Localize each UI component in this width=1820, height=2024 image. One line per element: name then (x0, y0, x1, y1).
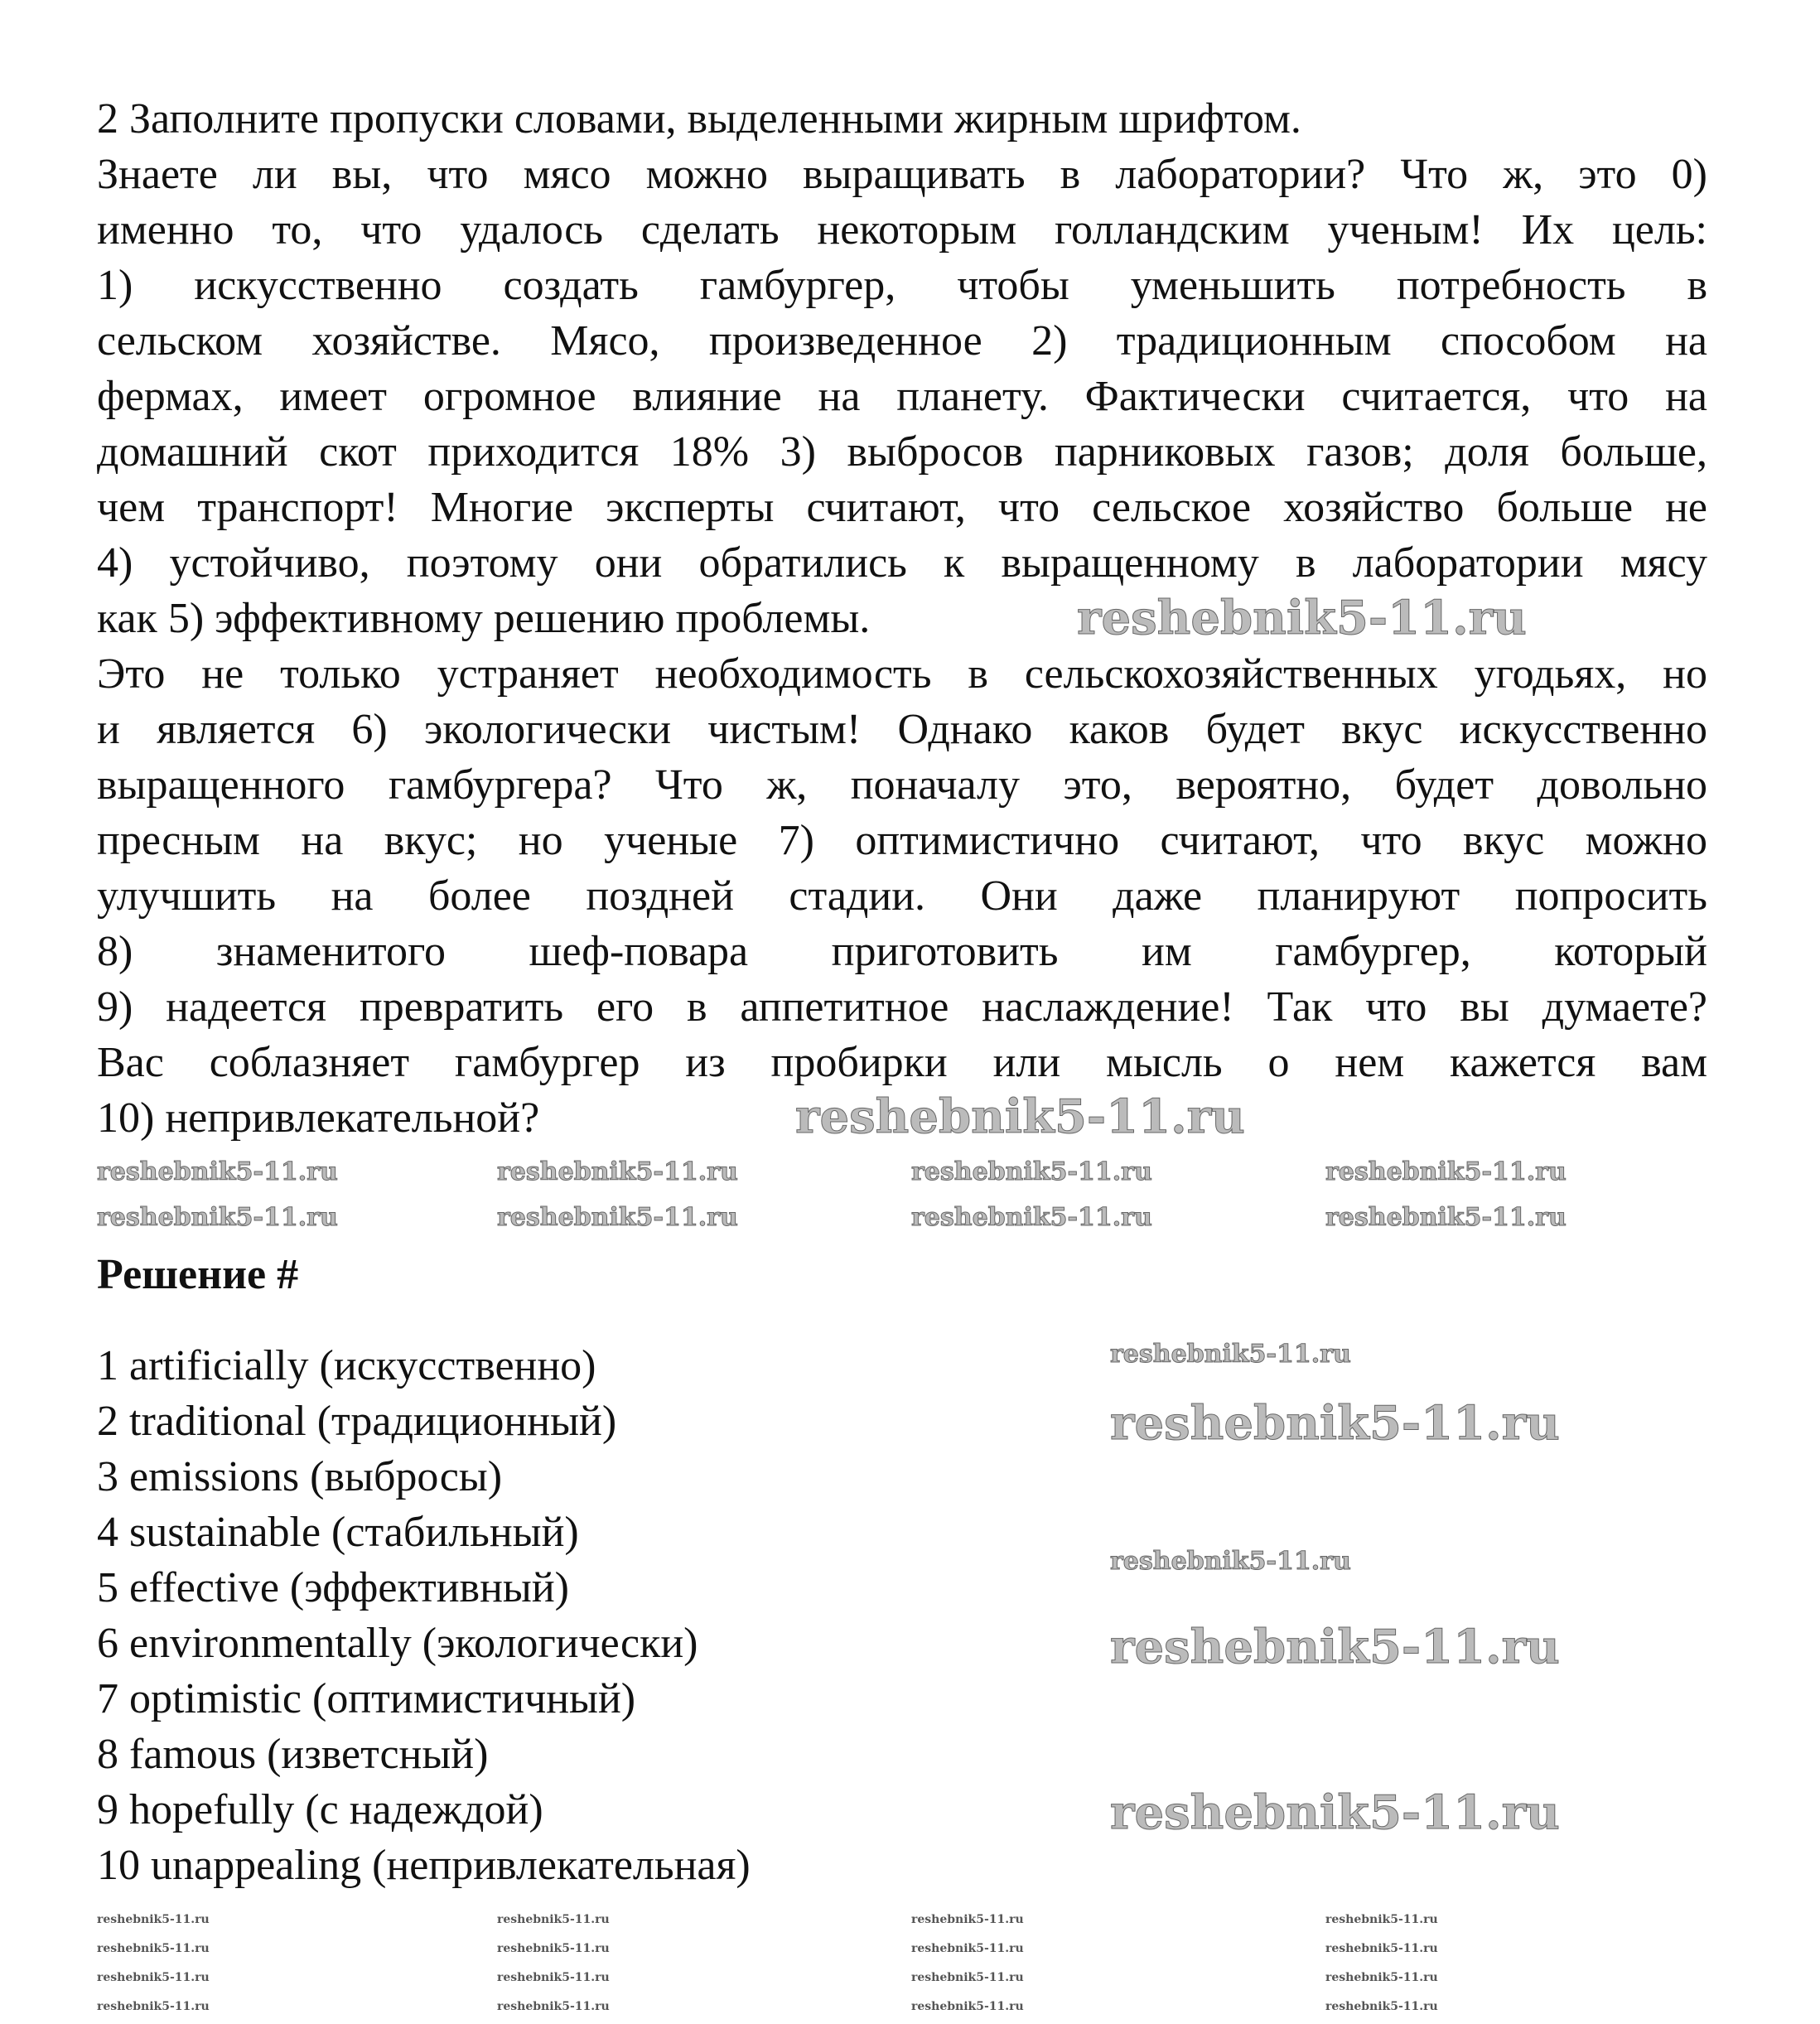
text-line: домашний скот приходится 18% 3) выбросов парниковых газов; доля больше, (97, 428, 1707, 476)
watermark: reshebnik5-11.ru (1325, 1157, 1567, 1186)
text-line: выращенного гамбургера? Что ж, поначалу это, вероятно, будет довольно (97, 761, 1707, 809)
answer-item: 5 effective (эффективный) (97, 1564, 569, 1611)
answer-item: 10 unappealing (непривлекательная) (97, 1842, 751, 1889)
answer-item: 3 emissions (выбросы) (97, 1453, 503, 1500)
watermark: reshebnik5-11.ru (97, 1203, 338, 1232)
watermark: reshebnik5-11.ru (911, 2000, 1024, 2013)
solution-heading: Решение # (97, 1251, 299, 1298)
watermark: reshebnik5-11.ru (1110, 1547, 1351, 1576)
watermark: reshebnik5-11.ru (97, 1157, 338, 1186)
watermark: reshebnik5-11.ru (911, 1913, 1024, 1926)
text-line: фермах, имеет огромное влияние на планету. Фактически считается, что на (97, 373, 1707, 420)
watermark: reshebnik5-11.ru (1077, 591, 1527, 645)
text-line: 4) устойчиво, поэтому они обратились к выращенному в лаборатории мясу (97, 539, 1707, 587)
text-line: чем транспорт! Многие эксперты считают, что сельское хозяйство больше не (97, 484, 1707, 531)
watermark: reshebnik5-11.ru (497, 1942, 610, 1955)
watermark: reshebnik5-11.ru (1325, 1942, 1438, 1955)
watermark: reshebnik5-11.ru (1325, 1913, 1438, 1926)
watermark: reshebnik5-11.ru (97, 1971, 210, 1984)
watermark: reshebnik5-11.ru (795, 1089, 1245, 1144)
text-line: Вас соблазняет гамбургер из пробирки или мысль о нем кажется вам (97, 1039, 1707, 1086)
text-line: Это не только устраняет необходимость в сельскохозяйственных угодьях, но (97, 650, 1707, 698)
watermark: reshebnik5-11.ru (497, 1203, 738, 1232)
watermark: reshebnik5-11.ru (1110, 1340, 1351, 1369)
watermark: reshebnik5-11.ru (1325, 1971, 1438, 1984)
watermark: reshebnik5-11.ru (1110, 1396, 1560, 1451)
answer-item: 7 optimistic (оптимистичный) (97, 1675, 636, 1722)
text-line: именно то, что удалось сделать некоторым голландским ученым! Их цель: (97, 206, 1707, 254)
text-line: и является 6) экологически чистым! Однако каков будет вкус искусственно (97, 706, 1707, 753)
watermark: reshebnik5-11.ru (911, 1157, 1152, 1186)
text-line: 1) искусственно создать гамбургер, чтобы уменьшить потребность в (97, 262, 1707, 309)
text-line: 8) знаменитого шеф-повара приготовить им гамбургер, который (97, 928, 1707, 975)
watermark: reshebnik5-11.ru (1110, 1785, 1560, 1840)
watermark: reshebnik5-11.ru (497, 1157, 738, 1186)
answer-item: 8 famous (изветсный) (97, 1731, 489, 1778)
watermark: reshebnik5-11.ru (1325, 2000, 1438, 2013)
answer-list (97, 1338, 751, 1893)
text-line: 10) непривлекательной? (97, 1094, 540, 1142)
text-line: 9) надеется превратить его в аппетитное наслаждение! Так что вы думаете? (97, 983, 1707, 1031)
watermark: reshebnik5-11.ru (497, 2000, 610, 2013)
watermark: reshebnik5-11.ru (911, 1942, 1024, 1955)
watermark: reshebnik5-11.ru (1110, 1620, 1560, 1674)
watermark: reshebnik5-11.ru (97, 1913, 210, 1926)
watermark: reshebnik5-11.ru (97, 1942, 210, 1955)
answer-item: 1 artificially (искусственно) (97, 1342, 596, 1389)
text-line: сельском хозяйстве. Мясо, произведенное 2) традиционным способом на (97, 317, 1707, 365)
watermark: reshebnik5-11.ru (911, 1203, 1152, 1232)
text-line: улучшить на более поздней стадии. Они даже планируют попросить (97, 872, 1707, 920)
text-line: как 5) эффективному решению проблемы. (97, 595, 871, 642)
watermark: reshebnik5-11.ru (497, 1971, 610, 1984)
watermark: reshebnik5-11.ru (97, 2000, 210, 2013)
task-title: 2 Заполните пропуски словами, выделенными жирным шрифтом. (97, 95, 1301, 143)
watermark: reshebnik5-11.ru (911, 1971, 1024, 1984)
answer-item: 2 traditional (традиционный) (97, 1398, 617, 1445)
text-line: пресным на вкус; но ученые 7) оптимистично считают, что вкус можно (97, 817, 1707, 864)
watermark: reshebnik5-11.ru (1325, 1203, 1567, 1232)
watermark: reshebnik5-11.ru (497, 1913, 610, 1926)
text-line: Знаете ли вы, что мясо можно выращивать в лаборатории? Что ж, это 0) (97, 151, 1707, 198)
answer-item: 6 environmentally (экологически) (97, 1620, 698, 1667)
answer-item: 4 sustainable (стабильный) (97, 1509, 579, 1556)
answer-item: 9 hopefully (с надеждой) (97, 1786, 543, 1833)
